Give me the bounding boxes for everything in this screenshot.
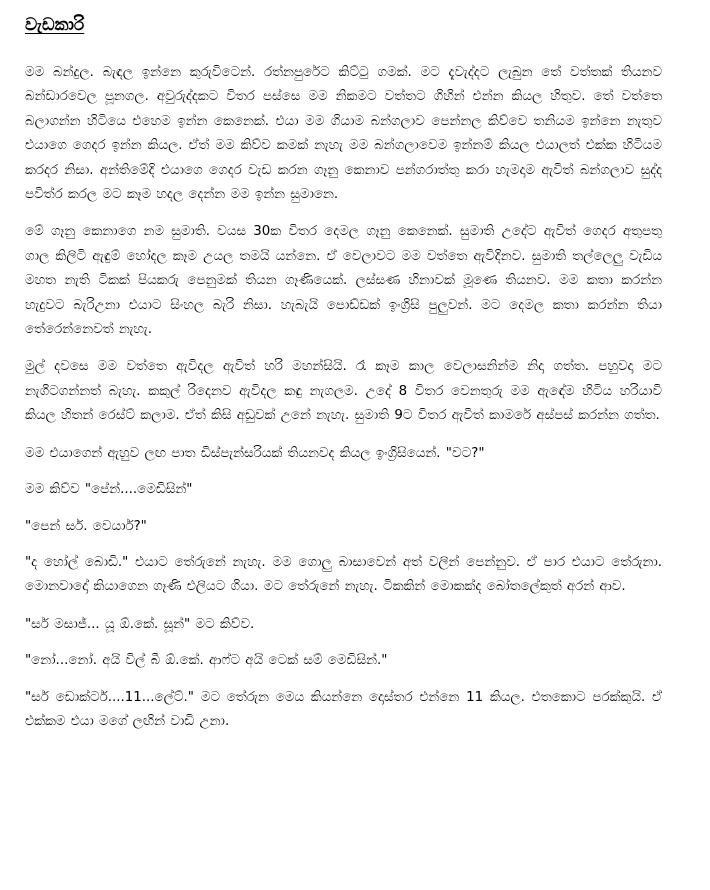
paragraph-8: "සර් මසාජ්... යූ ඕ.කේ. සූන්" මට කිව්ව.: [25, 616, 255, 632]
story-title: වැඩකාරි: [25, 15, 85, 35]
paragraph-6: "පෙන් සර්. වෙයාර්?": [25, 518, 147, 534]
paragraph-2: මේ ගෑනු කෙනාගෙ නම සුමාති. වයස 30ක විතර දෙමල ගෑනු කෙනෙක්. සුමාති උදේට ඇවිත් ගෙදර අතුපතු ගාල කිලිටි ඇඳුම් හෝදල කෑම උයල තමයි යන්නෙ. ඒ වෙලාවට මම වත්තෙ ඇවිදිනව. සුමාති තල්ලෙලු වැඩිය මහත නැති ටිකක් පියකරු පෙනුමක් තියන ගෑණියෙක්. ලස්සණ හිනාවක් මූණෙ තියනව. මම කතා කරන්න හැදුවට බැරිඋනා එයාට සිංහල බැරි නිසා. හැබැයි පොඩ්ඩක් ඉංග්‍රිසි පුලුවන්. මට දෙමල කතා කරන්න තියා තේරෙන්නෙවත් නැහැ.: [25, 224, 662, 338]
paragraph-7: "ද හෝල් බොඩි." එයාට තේරුනේ නැහැ. මම ගොලු බාසාවෙන් අත් වලින් පෙන්නුව. ඒ පාර එයාට තේරුනා. මොනවාදෝ කියාගෙන ගෑණි එලියට ගියා. මට තේරුනේ නැහැ. ටිකකින් මොකක්ද බෝතලේකුත් අරන් ආව.: [25, 554, 662, 595]
paragraph-1: මම බන්දුල. බැඳල ඉන්නෙ කුරුවිටෙන්. රත්නපුරේට කිට්ටු ගමක්. මට දැවැද්දට ලැබුන තේ වත්තක් තියනව බන්ඩාරවෙල පූනගල. අවුරුද්දකට විතර පස්සෙ මම නිකමට වත්තට ගිහින් එන්න කියල හිතුව. තේ වත්තෙ බලාගන්න හිටියෙ එහෙම ඉන්න කෙනෙක්. එයා මම ගියාම බන්ගලාව පෙන්නල කිව්වෙ තනියම ඉන්නෙ නැතුව එයාගෙ ගෙදර ඉන්න කියල. ඒත් මම කිව්ව කමක් නැහැ මම බන්ගලාවෙම ඉන්නම් කියල එයාලත් එක්ක හිටියම කරදර නිසා. අන්තිමේදි එයාගෙ ගෙදර වැඩ කරන ගෑනු කෙනාව පන්ගරාත්තු කරා හැමදාම ඇවිත් බන්ගලාව සුද්ද පවිත්ර කරල මට කෑම හදල දෙන්න මම ඉන්න සුමානෙ.: [25, 65, 662, 203]
paragraph-3: මුල් දවසෙ මම වත්තෙ ඇවිදල ඇවිත් හරි මහන්සියි. රෑ කෑම කාල වෙලාසනින්ම නිදා ගත්ත. පහුවදා මට නැගිටගන්නත් බැහැ. කකුල් රිදෙනව ඇවිදල කඳු නැගලම. උදේ 8 විතර වෙනතුරු මම ඇඳේම හිටිය හරියාවි කියල හිතන් රෙස්ට් කලාම. ඒත් කිසි අඩුවක් උනේ නැහැ. සුමාති 9ට විතර ඇවිත් කාමරේ අස්පස් කරන්න ගත්ත.: [25, 359, 662, 424]
paragraph-10: "සර් ඩොක්ටර්....11...ලේට්." මට තේරුන මෙය කියන්නෙ දොස්තර එන්නෙ 11 කියල. එතකොට පරක්කුයි. ඒ එක්කම එයා මගේ ලඟින් වාඩි උනා.: [25, 689, 662, 729]
paragraph-9: "නෝ...නෝ. අයි විල් බී ඕ.කේ. ආෆ්ට අයි ටෙක් සම් මෙඩිසින්.": [25, 653, 388, 669]
paragraph-4: මම එයාගෙන් ඇහුව ලඟ පාත ඩිස්පැන්සරියක් තියනවද කියල ඉංග්‍රිසියෙන්. "වට?": [25, 445, 485, 461]
paragraph-5: මම කිව්ව "පේන්....මෙඩිසින්": [25, 482, 193, 498]
